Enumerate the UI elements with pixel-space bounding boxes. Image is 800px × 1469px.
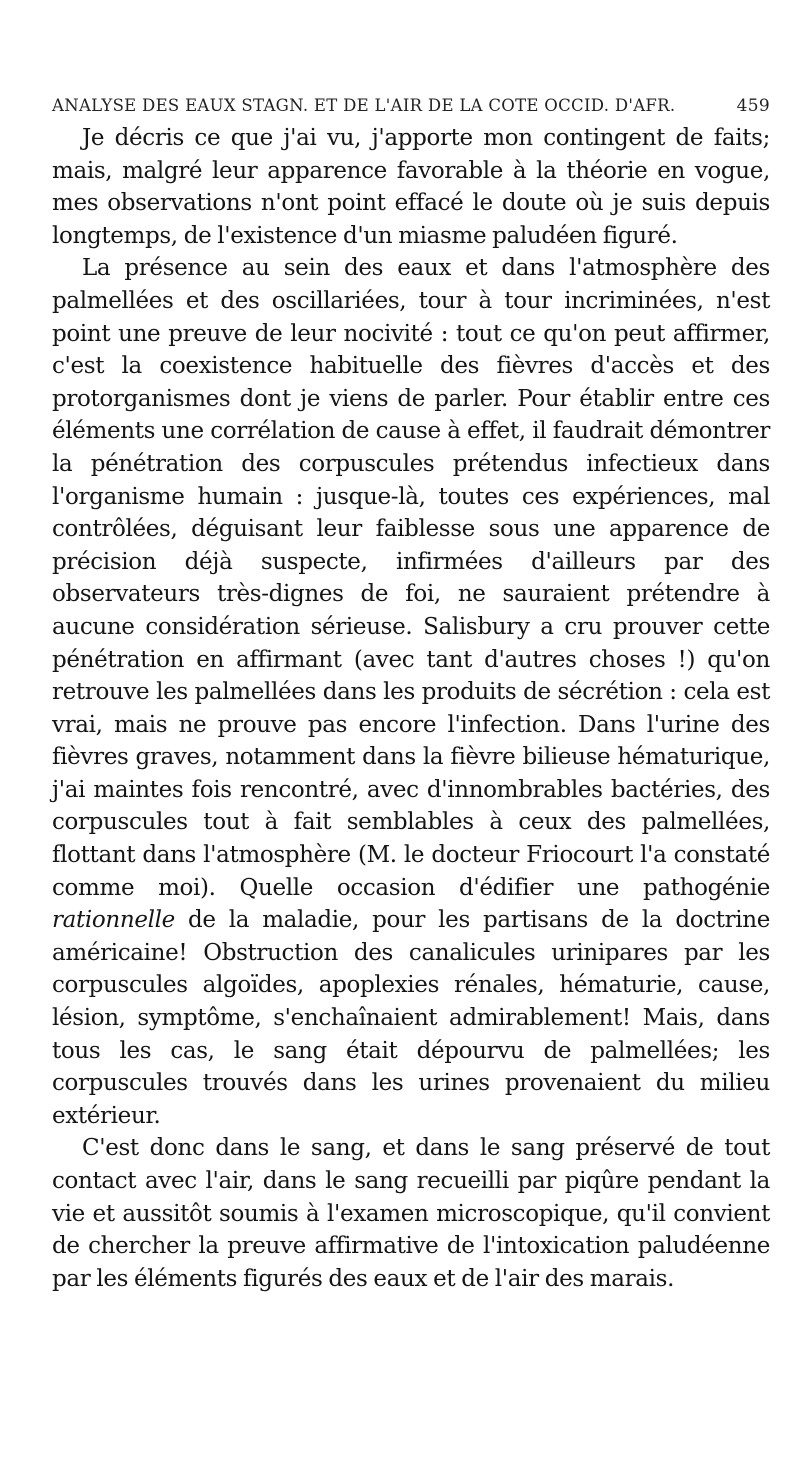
paragraph-1-text: Je décris ce que j'ai vu, j'apporte mon contingent de faits; mais, malgré leur apparence favorable à la théorie en vogue, mes observations n'ont point effacé le doute où je suis depuis longtemps, de l'existence d'un miasme paludéen figuré. xyxy=(52,125,770,249)
running-head xyxy=(52,0,770,116)
paragraph-3-text: C'est donc dans le sang, et dans le sang préservé de tout contact avec l'air, dans le sang recueilli par piqûre pendant la vie et aussitôt soumis à l'examen microscopique, qu'il convient de chercher la preuve affirmative de l'intoxication paludéenne par les éléments figurés des eaux et de l'air des marais. xyxy=(52,1135,770,1292)
emphasis-rationnelle: rationnelle xyxy=(52,907,175,934)
body-text xyxy=(52,122,770,1295)
page-number: 459 xyxy=(736,96,770,116)
running-title: ANALYSE DES EAUX STAGN. ET DE L'AIR DE LA COTE OCCID. D'AFR. xyxy=(52,96,676,115)
paragraph-2-text: La présence au sein des eaux et dans l'atmosphère des palmellées et des oscillariées, tour à tour incriminées, n'est point une preuve de leur nocivité : tout ce qu'on peut affirmer, c'est la coexistence habituelle des fièvres d'accès et des protorganismes dont je viens de parler. Pour établir entre ces éléments une corrélation de cause à effet, il faudrait démontrer la pénétration des corpuscules prétendus infectieux dans l'organisme humain : jusque-là, toutes ces expériences, mal contrôlées, déguisant leur faiblesse sous une apparence de précision déjà suspecte, infirmées d'ailleurs par des observateurs très-dignes de foi, ne sauraient prétendre à aucune considération sérieuse. Salisbury a cru prouver cette pénétration en affirmant (avec tant d'autres choses !) qu'on retrouve les palmellées dans les produits de sécrétion : cela est vrai, mais ne prouve pas encore l'infection. Dans l'urine des fièvres graves, notamment dans la fièvre bilieuse hématurique, j'ai maintes fois rencontré, avec d'innombrables bactéries, des corpuscules tout à fait semblables à ceux des palmellées, flottant dans l'atmosphère (M. le docteur Friocourt l'a constaté comme moi). Quelle occasion d'édifier une pathogénie xyxy=(52,255,770,901)
paragraph-2 xyxy=(52,252,770,1132)
paragraph-1 xyxy=(52,122,770,252)
paragraph-3 xyxy=(52,1132,770,1295)
paragraph-2-text-after: de la maladie, pour les partisans de la doctrine américaine! Obstruction des canalicules urinipares par les corpuscules algoïdes, apoplexies rénales, hématurie, cause, lésion, symptôme, s'enchaînaient admirablement! Mais, dans tous les cas, le sang était dépourvu de palmellées; les corpuscules trouvés dans les urines provenaient du milieu extérieur. xyxy=(52,907,770,1129)
